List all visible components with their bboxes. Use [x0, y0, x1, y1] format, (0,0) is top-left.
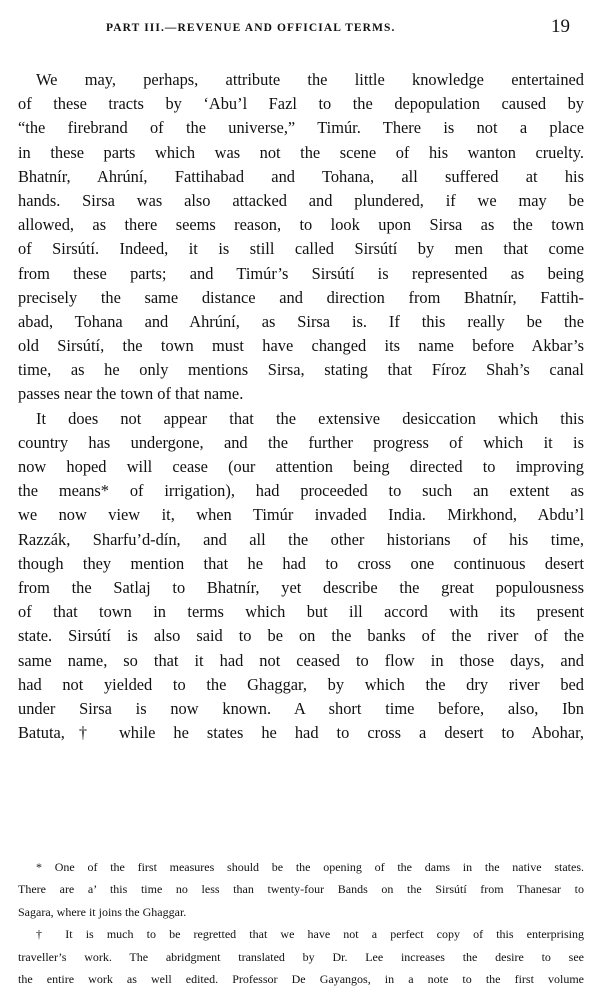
- text-line: now hoped will cease (our attention being directed to improving: [18, 457, 584, 476]
- text-line: from the Satlaj to Bhatnír, yet describe the great populousness: [18, 577, 584, 597]
- text-line: time, as he only mentions Sirsa, stating that Fíroz Shah’s canal: [18, 360, 584, 380]
- text-line: “the firebrand of the universe,” Timúr. There is not a place: [18, 118, 584, 138]
- text-line: under Sirsa is now known. A short time before, also, Ibn: [18, 698, 584, 718]
- footnote-line: * One of the first measures should be the opening of the dams in the native states.: [36, 860, 584, 874]
- paragraph-2: [18, 407, 584, 746]
- text-line: It does not appear that the extensive desiccation which this: [36, 408, 584, 428]
- text-line: in these parts which was not the scene of his wanton cruelty.: [18, 142, 584, 162]
- text-line: the means* of irrigation), had proceeded to such an extent as: [18, 481, 584, 501]
- text-line: country has undergone, and the further progress of which it is: [18, 432, 584, 452]
- text-line: passes near the town of that name.: [18, 384, 244, 404]
- footnote-2: [18, 923, 584, 990]
- page-number: 19: [551, 16, 570, 37]
- running-head: [30, 16, 570, 40]
- footnote-line: traveller’s work. The abridgment translated by Dr. Lee increases the desire to see: [18, 949, 584, 964]
- text-line: allowed, as there seems reason, to look upon Sirsa as the town: [18, 215, 584, 235]
- text-line: of these tracts by ʻAbu’l Fazl to the depopulation caused by: [18, 94, 584, 114]
- text-line: old Sirsútí, the town must have changed its name before Akbar’s: [18, 336, 584, 356]
- text-line: Razzák, Sharfu’d-dín, and all the other historians of his time,: [18, 529, 584, 549]
- text-line: We may, perhaps, attribute the little knowledge entertained: [36, 70, 584, 89]
- text-line: Bhatnír, Ahrúní, Fattihabad and Tohana, all suffered at his: [18, 166, 584, 186]
- running-title: PART III.—REVENUE AND OFFICIAL TERMS.: [106, 22, 396, 34]
- text-line: of Sirsútí. Indeed, it is still called Sirsútí by men that come: [18, 239, 584, 259]
- text-line: state. Sirsútí is also said to be on the banks of the river of the: [18, 626, 584, 646]
- text-line: of that town in terms which but ill accord with its present: [18, 602, 584, 622]
- text-line: had not yielded to the Ghaggar, by which the dry river bed: [18, 674, 584, 694]
- text-line: though they mention that he had to cross one continuous desert: [18, 553, 584, 573]
- text-line: we now view it, when Timúr invaded India. Mirkhond, Abdu’l: [18, 505, 584, 525]
- footnote-line: the entire work as well edited. Professor De Gayangos, in a note to the first volume: [18, 971, 584, 986]
- footnote-line: Sagara, where it joins the Ghaggar.: [18, 904, 187, 919]
- text-line: abad, Tohana and Ahrúní, as Sirsa is. If this really be the: [18, 311, 584, 331]
- text-line: precisely the same distance and direction from Bhatnír, Fattih-: [18, 287, 584, 307]
- paragraph-1: [18, 68, 584, 407]
- text-line: from these parts; and Timúr’s Sirsútí is represented as being: [18, 263, 584, 283]
- footnote-line: There are a’ this time no less than twenty-four Bands on the Sirsútí from Thanesar to: [18, 882, 584, 897]
- text-line: hands. Sirsa was also attacked and plundered, if we may be: [18, 190, 584, 210]
- footnotes: [18, 856, 584, 990]
- text-line: same name, so that it had not ceased to flow in those days, and: [18, 650, 584, 670]
- footnote-1: [18, 856, 584, 923]
- footnote-line: † It is much to be regretted that we have not a perfect copy of this enterprising: [36, 927, 584, 942]
- text-line: Batuta,† while he states he had to cross a desert to Abohar,: [18, 723, 584, 743]
- body-text: [18, 68, 584, 745]
